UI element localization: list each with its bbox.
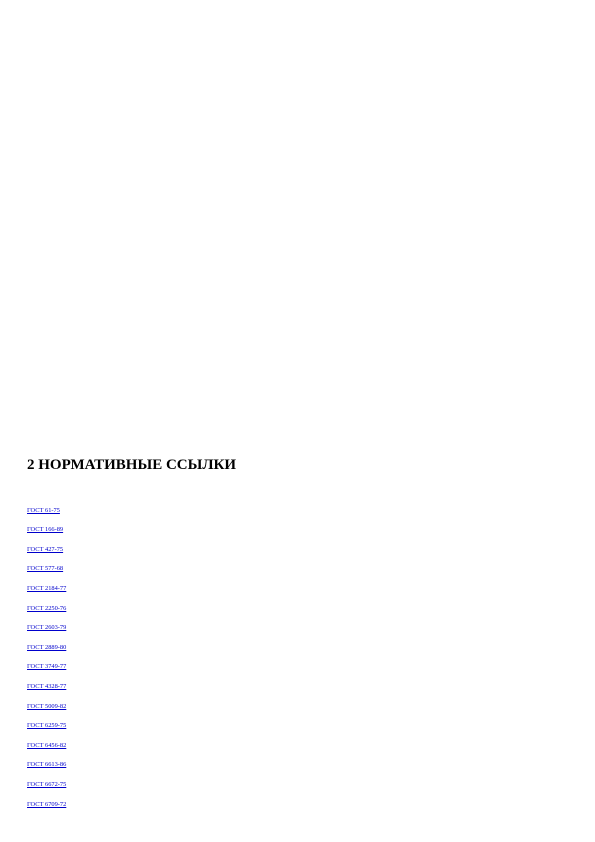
reference-row <box>27 564 63 573</box>
reference-row <box>27 545 63 554</box>
reference-row <box>27 662 66 671</box>
reference-row <box>27 623 66 632</box>
standard-link[interactable]: ГОСТ 4328-77 <box>27 683 67 690</box>
standard-link[interactable]: ГОСТ 2889-80 <box>27 644 67 651</box>
section-heading: 2 НОРМАТИВНЫЕ ССЫЛКИ <box>27 457 237 473</box>
reference-row <box>27 643 66 652</box>
reference-row <box>27 741 66 750</box>
standard-link[interactable]: ГОСТ 166-89 <box>27 526 64 533</box>
reference-row <box>27 760 66 769</box>
reference-row <box>27 525 63 534</box>
reference-row <box>27 780 66 789</box>
standard-link[interactable]: ГОСТ 2603-79 <box>27 624 67 631</box>
standard-link[interactable]: ГОСТ 6613-86 <box>27 761 67 768</box>
standard-link[interactable]: ГОСТ 427-75 <box>27 546 64 553</box>
standard-link[interactable]: ГОСТ 2250-76 <box>27 605 67 612</box>
reference-row <box>27 702 66 711</box>
standard-link[interactable]: ГОСТ 6259-75 <box>27 722 67 729</box>
standard-link[interactable]: ГОСТ 6709-72 <box>27 801 67 808</box>
reference-row <box>27 604 66 613</box>
standard-link[interactable]: ГОСТ 3749-77 <box>27 663 67 670</box>
standard-link[interactable]: ГОСТ 6456-82 <box>27 742 67 749</box>
standard-link[interactable]: ГОСТ 577-68 <box>27 565 64 572</box>
reference-row <box>27 506 60 515</box>
reference-row <box>27 800 66 809</box>
reference-row <box>27 584 66 593</box>
standard-link[interactable]: ГОСТ 6672-75 <box>27 781 67 788</box>
reference-row <box>27 682 66 691</box>
standard-link[interactable]: ГОСТ 61-75 <box>27 507 60 514</box>
reference-row <box>27 721 66 730</box>
standard-link[interactable]: ГОСТ 2184-77 <box>27 585 67 592</box>
standard-link[interactable]: ГОСТ 5009-82 <box>27 703 67 710</box>
